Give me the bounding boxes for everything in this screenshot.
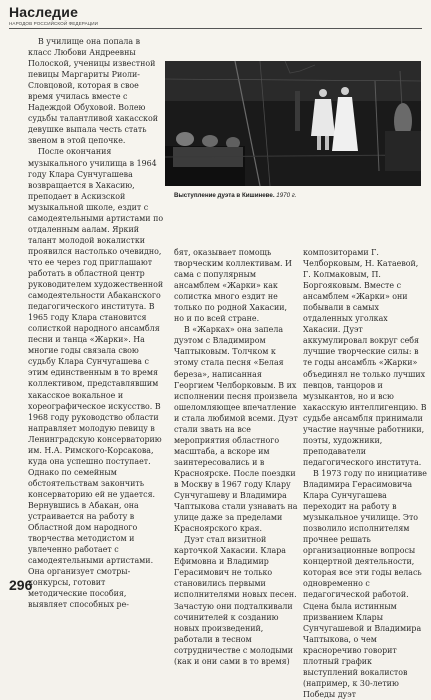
paragraph: После окончания музыкального училища в 1964 году Клара Сунчугашева возвращается в Хакасию, преподает в Аскизской музыкальной школе, ездит с самодеятельными артистами по отдаленным аалам. Яркий талант молодой вокалистки проявился настолько очевидно, что ее через год приглашают работать в областной центр руководителем художественной самодеятельности Абаканского педагогического института. В 1965 году Клара становится солисткой народного ансамбля песни и танца «Жарки». На многие годы связала свою судьбу Клара Сунчугашева с этим единственным в то время коллективом, представлявшим хакасское вокальное и хореографическое искусство. В 1968 году руководство области направляет молодую певицу в Ленинградскую консерваторию им. Н.А. Римского-Корсакова, куда она успешно поступает. Однако по семейным обстоятельствам закончить консерваторию ей не удается. Вернувшись в Абакан, она устраивается на работу в Областной дом народного творчества методистом и увлеченно работает с самодеятельными артистами. Она организует смотры-конкурсы, готовит методические пособия, выявляет способных ре- xyxy=(28,147,164,610)
paragraph: В «Жарках» она запела дуэтом с Владимиром Чаптыковым. Толчком к этому стала песня «Белая береза», написанная Георгием Челборковым. В их исполнении песня произвела ошеломляющее впечатление и стала любимой всеми. Дуэт стали звать на все мероприятия областного масштаба, а вскоре им заинтересовались и в Красноярске. После поездки в Москву в 1967 году Клару Сунчугашеву и Владимира Чаптыкова стали узнавать на улице даже за пределами Красноярского края. xyxy=(174,325,298,534)
paragraph: композиторами Г. Челборковым, Н. Катаевой, Г. Колмаковым, П. Боргояковым. Вместе с ансамблем «Жарки» они побывали в самых отдаленных уголках Хакасии. Дуэт аккумулировал вокруг себя лучшие творческие силы: в те годы ансамбль «Жарки» объединял не только лучших певцов, танцоров и музыкантов, но и всю хакасскую интеллигенцию. В судьбе ансамбля принимали участие научные работники, поэты, художники, преподаватели педагогического института. xyxy=(303,248,427,467)
photo-image xyxy=(165,61,421,186)
journal-subtitle: НАРОДОВ РОССИЙСКОЙ ФЕДЕРАЦИИ xyxy=(9,21,99,26)
photo-caption xyxy=(174,192,297,199)
paragraph: В 1973 году по инициативе Владимира Герасимовича Клара Сунчугашева переходит на работу в музыкальное училище. Это позволило исполнителям прочнее решать организационные вопросы концертной деятельности, которая все эти годы велась одновременно с педагогической работой. Сцена была истинным призванием Клары Сунчугашевой и Владимира Чаптыкова, о чем красноречиво говорит плотный график выступлений вокалистов (например, к 30-летию Победы дуэт xyxy=(303,468,427,699)
text-column-3 xyxy=(303,247,427,700)
text-column-1 xyxy=(28,36,164,610)
page-number: 296 xyxy=(9,577,33,593)
text-column-2 xyxy=(174,247,298,667)
caption-year: 1970 г. xyxy=(274,192,297,199)
journal-title: Наследие xyxy=(9,4,79,20)
stage-photo xyxy=(165,61,421,186)
header-rule xyxy=(9,28,422,29)
paragraph: бят, оказывает помощь творческим коллективам. И сама с популярным ансамблем «Жарки» как солистка много ездит не только по родной Хакасии, но и по всей стране. xyxy=(174,248,292,324)
paragraph: В училище она попала в класс Любови Андреевны Полоской, ученицы известной певицы Маргариты Риоли-Словцовой, которая в свое время училась вместе с Надеждой Обуховой. Волею судьбы талантливой хакасской девушке выпала честь стать звеном в этой цепочке. xyxy=(28,37,158,146)
caption-text: Выступление дуэта в Кишиневе. xyxy=(174,192,275,199)
paragraph: Дуэт стал визитной карточкой Хакасии. Клара Ефимовна и Владимир Герасимович не только становились первыми исполнителями новых песен. Зачастую они подталкивали сочинителей к созданию новых произведений, работали в тесном сотрудничестве с молодыми (как и они сами в то время) xyxy=(174,535,297,666)
